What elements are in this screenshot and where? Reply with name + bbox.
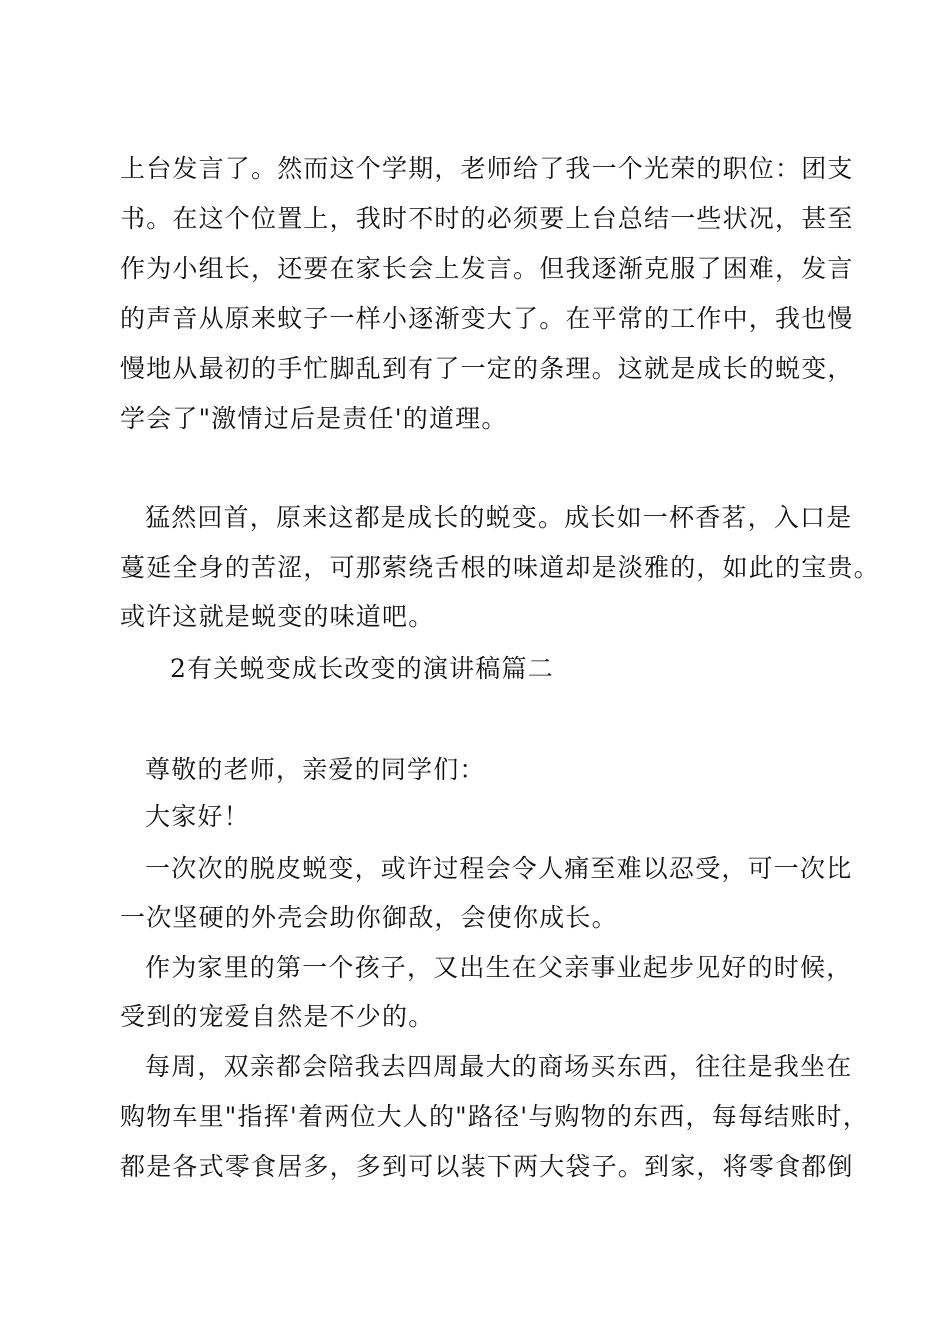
text-line: 一次次的脱皮蜕变，或许过程会令人痛至难以忍受，可一次比 [145, 854, 853, 883]
text-line: 受到的宠爱自然是不少的。 [120, 1002, 435, 1031]
salutation: 尊敬的老师，亲爱的同学们： [145, 755, 486, 784]
text-line: 猛然回首，原来这都是成长的蜕变。成长如一杯香茗，入口是 [145, 503, 853, 532]
text-line: 书。在这个位置上，我时不时的必须要上台总结一些状况，甚至 [120, 204, 854, 233]
text-line: 购物车里"指挥'着两位大人的"路径'与购物的东西，每每结账时， [120, 1102, 869, 1131]
text-line: 蔓延全身的苦涩，可那萦绕舌根的味道却是淡雅的，如此的宝贵。 [120, 553, 880, 582]
text-line: 或许这就是蜕变的味道吧。 [120, 602, 435, 631]
text-line: 作为家里的第一个孩子，又出生在父亲事业起步见好的时候， [145, 953, 853, 982]
text-line: 上台发言了。然而这个学期，老师给了我一个光荣的职位：团支 [120, 154, 854, 183]
text-line: 的声音从原来蚊子一样小逐渐变大了。在平常的工作中，我也慢 [120, 304, 854, 333]
greeting: 大家好！ [145, 802, 250, 831]
text-line: 学会了"激情过后是责任'的道理。 [120, 404, 508, 433]
text-line: 慢地从最初的手忙脚乱到有了一定的条理。这就是成长的蜕变， [120, 354, 854, 383]
text-line: 都是各式零食居多，多到可以装下两大袋子。到家，将零食都倒 [120, 1152, 854, 1181]
text-line: 作为小组长，还要在家长会上发言。但我逐渐克服了困难，发言 [120, 254, 854, 283]
section-heading: 2有关蜕变成长改变的演讲稿篇二 [170, 654, 554, 683]
text-line: 每周，双亲都会陪我去四周最大的商场买东西，往往是我坐在 [145, 1052, 853, 1081]
text-line: 一次坚硬的外壳会助你御敌，会使你成长。 [120, 903, 618, 932]
